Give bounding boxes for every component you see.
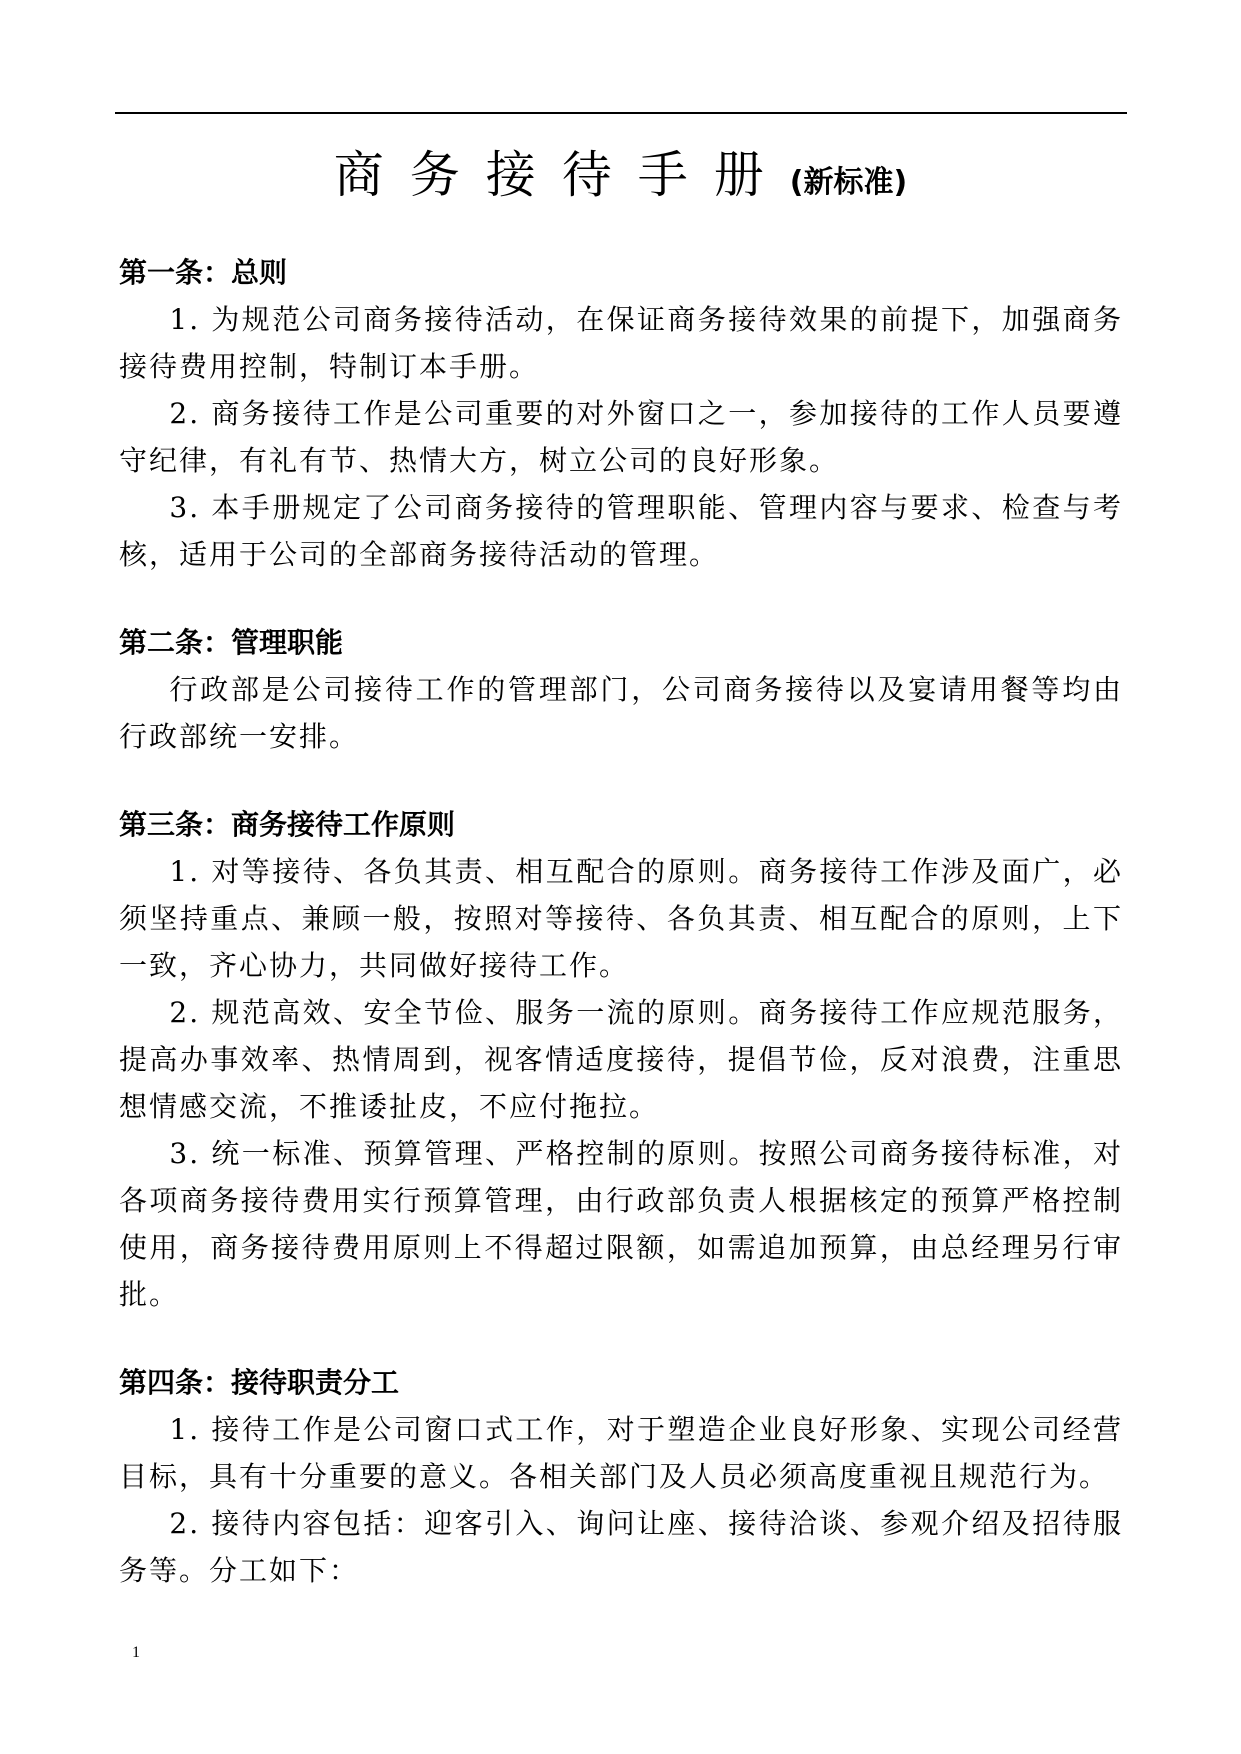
section-heading: 第三条：商务接待工作原则 [119,808,456,841]
paragraph: 2. 接待内容包括：迎客引入、询问让座、接待洽谈、参观介绍及招待服务等。分工如下： [119,1507,1123,1587]
header-rule [115,112,1127,114]
paragraph: 2. 规范高效、安全节俭、服务一流的原则。商务接待工作应规范服务，提高办事效率、热情周到，视客情适度接待，提倡节俭，反对浪费，注重思想情感交流，不推诿扯皮，不应付拖拉。 [119,996,1123,1123]
document-title [0,135,1241,207]
page-number: 1 [132,1644,140,1661]
document-title-sub: (新标准) [789,165,908,200]
section-general [119,250,1123,578]
section-management-function [119,620,1123,760]
paragraph: 3. 本手册规定了公司商务接待的管理职能、管理内容与要求、检查与考核，适用于公司的全部商务接待活动的管理。 [119,491,1123,571]
section-heading: 第四条：接待职责分工 [119,1366,400,1399]
paragraph: 1. 接待工作是公司窗口式工作，对于塑造企业良好形象、实现公司经营目标，具有十分重要的意义。各相关部门及人员必须高度重视且规范行为。 [119,1413,1123,1493]
section-heading: 第二条：管理职能 [119,626,344,659]
paragraph: 行政部是公司接待工作的管理部门，公司商务接待以及宴请用餐等均由行政部统一安排。 [119,673,1123,753]
paragraph: 1. 为规范公司商务接待活动，在保证商务接待效果的前提下，加强商务接待费用控制，特制订本手册。 [119,303,1123,383]
section-duty-division [119,1360,1123,1594]
paragraph: 1. 对等接待、各负其责、相互配合的原则。商务接待工作涉及面广，必须坚持重点、兼顾一般，按照对等接待、各负其责、相互配合的原则，上下一致，齐心协力，共同做好接待工作。 [119,855,1123,982]
section-heading: 第一条：总则 [119,256,288,289]
document-body [119,250,1123,1636]
paragraph: 2. 商务接待工作是公司重要的对外窗口之一，参加接待的工作人员要遵守纪律，有礼有节、热情大方，树立公司的良好形象。 [119,397,1123,477]
paragraph: 3. 统一标准、预算管理、严格控制的原则。按照公司商务接待标准，对各项商务接待费用实行预算管理，由行政部负责人根据核定的预算严格控制使用，商务接待费用原则上不得超过限额，如需追加预算，由总经理另行审批。 [119,1137,1123,1311]
document-title-main: 商务接待手册 [333,146,790,204]
section-reception-principles [119,802,1123,1318]
